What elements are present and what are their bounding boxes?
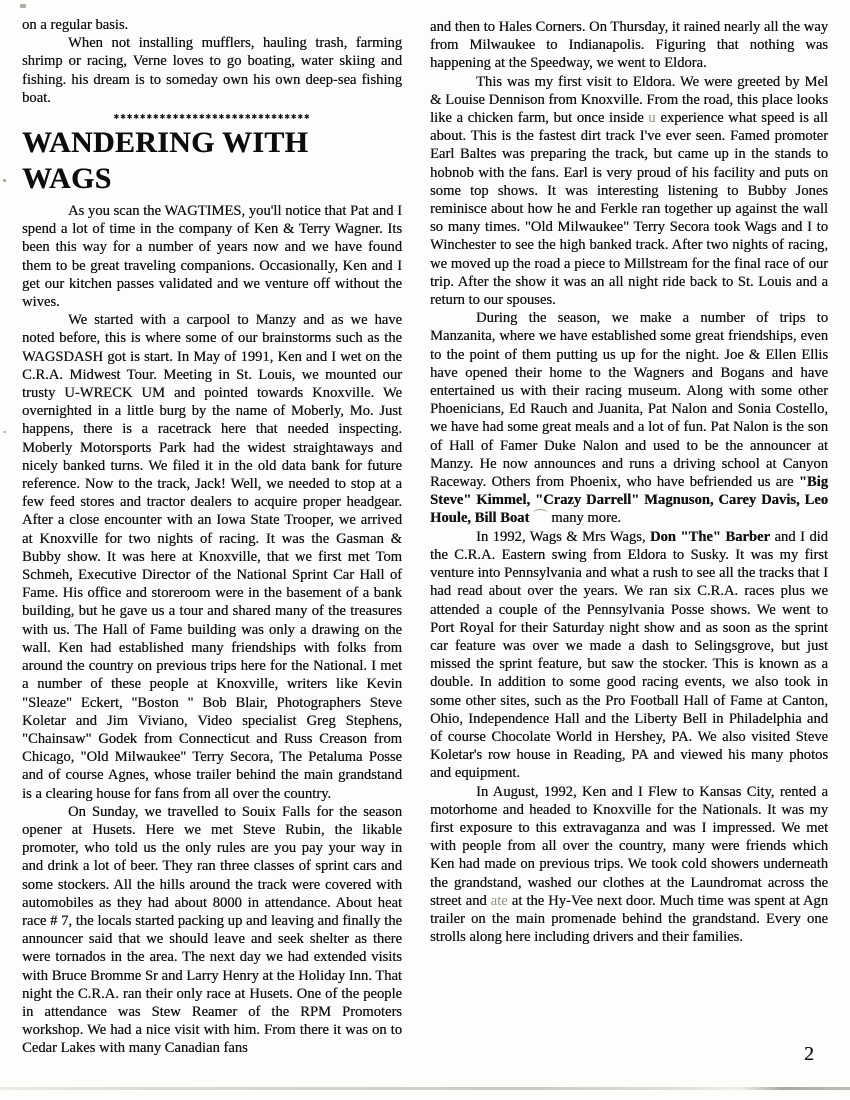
scan-speck bbox=[3, 431, 6, 433]
paragraph-hales-corners bbox=[430, 18, 828, 73]
text-segment: In 1992, Wags & Mrs Wags, bbox=[476, 528, 650, 545]
bold-text-segment: Don "The" Barber bbox=[649, 528, 770, 545]
text-segment: experience what speed is all about. This is the fastest dirt track I've ever seen. Famed promoter Earl Baltes was preparing the track, but came up in the stands to hobnob with the fans. Earl is very proud of his facility and puts on some top shows. It was interesting listening to Bubby Jones reminisce about how he and Ferkle ran together up against the wall so many times. "Old Milwaukee" Terry Secora took Wags and I to Winchester to see the high banked track. After two nights of racing, we moved up the road a piece to Millstream for the final race of our trip. After the show it was an all night ride back to St. Louis and a return to our spouses. bbox=[430, 110, 828, 309]
paragraph-wagtimes-intro bbox=[22, 202, 402, 311]
scan-speck bbox=[3, 179, 6, 182]
text-segment: When not installing mufflers, hauling trash, farming shrimp or racing, Verne loves to go boating, water skiing and fishing. his dream is to someday own his own deep-sea fishing boat. bbox=[22, 35, 402, 106]
paragraph-continuation-fragment bbox=[22, 16, 402, 34]
text-segment: In August, 1992, Ken and I Flew to Kansas City, rented a motorhome and headed to Knoxville for the Nationals. It was my first exposure to this extravaganza and was I impressed. We met with people from all over the country, many were friends which Ken had made on previous trips. We took cold showers underneath the grandstand, washed our clothes at the Laundromat across the street and bbox=[430, 783, 828, 909]
text-segment: and I did the C.R.A. Eastern swing from Eldora to Susky. It was my first venture into Pennsylvania and what a rush to see all the tracks that I had read about over the years. We ran six C.R.A. races plus we attended a couple of the Pennsylvania Posse shows. We went to Port Royal for their Saturday night show and as soon as the sprint car feature was over we made a dash to Selingsgrove, but just missed the sprint feature, but saw the stocker. This is known as a double. In addition to some good racing events, we also took in some other sites, such as the Pro Football Hall of Fame at Canton, Ohio, Independence Hall and the Liberty Bell in Philadelphia and of course Chocolate World in Hershey, PA. We also visited Steve Koletar's row house in Reading, PA and viewed his many photos and equipment. bbox=[430, 528, 828, 782]
paragraph-verne-hobbies bbox=[22, 34, 402, 107]
article-heading: WANDERING WITH WAGS bbox=[22, 126, 309, 196]
paragraph-sioux-falls bbox=[22, 803, 402, 1058]
faint-scan-text: ⌒ bbox=[529, 510, 552, 527]
text-segment: As you scan the WAGTIMES, you'll notice that Pat and I spend a lot of time in the company of Ken & Terry Wagner. Its been this way for a number of years now and we have found them to be great traveling companions. Occasionally, Ken and I get our kitchen passes validated and we venture off without the wives. bbox=[22, 203, 402, 311]
text-segment: at the Hy-Vee next door. Much time was spent at Agn trailer on the main promenade behind the grandstand. Every one strolls along here including drivers and their families. bbox=[430, 892, 828, 946]
text-segment: We started with a carpool to Manzy and as we have noted before, this is where some of our brainstorms such as the WAGSDASH got is start. In May of 1991, Ken and I wet on the C.R.A. Midwest Tour. Meeting in St. Louis, we mounted our trusty U-WRECK UM and pointed towards Knoxville. We overnighted in a little burg by the name of Moberly, Mo. Just happens, there is a racetrack here that needed inspecting. Moberly Motorsports Park had the widest straightaways and nicely banked turns. We filed it in the old data bank for future reference. Now to the track, Jack! Well, we needed to stop at a few feed stores and tractor dealers to acquire proper headgear. After a close encounter with an Iowa State Trooper, we arrived at Knoxville for two nights of racing. It was the Gasman & Bubby show. It was here at Knoxville, that we first met Tom Schmeh, Executive Director of the National Sprint Car Hall of Fame. His office and storeroom were in the basement of a bank building, but he gave us a tour and shared many of the treasures with us. The Hall of Fame building was only a drawing on the wall. Ken had established many friendships with folks from around the country on previous trips here for the National. I met a number of these people at Knoxville, writers like Kevin "Sleaze" Eckert, "Boston " Bob Blair, Photographers Steve Koletar and Jim Viviano, Video specialist Greg Stephens, "Chainsaw" Godek from Connecticut and Russ Creason from Chicago, "Old Milwaukee" Terry Secora, The Petaluma Posse and of course Agnes, whose trailer behind the main grandstand is a clearing house for fans from all over the country. bbox=[22, 312, 402, 802]
paragraph-eldora-visit bbox=[430, 73, 828, 310]
faint-scan-text: ate bbox=[490, 892, 508, 909]
text-segment: During the season, we make a number of trips to Manzanita, where we have established some great friendships, even to the point of them putting us up for the night. Joe & Ellen Ellis have opened their home to the Wagners and Bogans and have entertained us with their racing museum. Along with some other Phoenicians, Ed Rauch and Juanita, Pat Nalon and Sonia Costello, we have had some great meals and a lot of fun. Pat Nalon is the son of Hall of Famer Duke Nalon and used to be the announcer at Manzy. He now announces and runs a driving school at Canyon Raceway. Others from Phoenix, who have befriended us are bbox=[430, 310, 828, 491]
scan-speck bbox=[20, 4, 26, 8]
paragraph-eastern-swing bbox=[430, 528, 828, 783]
text-segment: This was my first visit to Eldora. We were greeted by Mel & Louise Dennison from Knoxville. From the road, this place looks like a chicken farm, but once inside bbox=[430, 73, 828, 127]
right-column bbox=[430, 18, 828, 946]
text-segment: and then to Hales Corners. On Thursday, it rained nearly all the way from Milwaukee to Indianapolis. Figuring that nothing was happening at the Speedway, we went to Eldora. bbox=[430, 19, 828, 72]
faint-scan-text: u bbox=[648, 110, 656, 127]
text-segment: many more. bbox=[551, 510, 621, 527]
paragraph-midwest-tour bbox=[22, 311, 402, 802]
text-segment: On Sunday, we travelled to Souix Falls for the season opener at Husets. Here we met Steve Rubin, the likable promoter, who told us the only rules are you pay your way in and drink a lot of beer. They ran three classes of sprint cars and some stockers. All the hills around the track were covered with automobiles as they had about 8000 in attendance. About heat race # 7, the locals started packing up and leaving and finally the announcer said that we should leave and seek shelter as there were tornados in the area. The next day we had extended visits with Bruce Bromme Sr and Larry Henry at the Holiday Inn. That night the C.R.A. ran their only race at Husets. One of the people in attendance was Stew Reamer of the RPM Promoters workshop. We had a nice visit with him. From there it was on to Cedar Lakes with many Canadian fans bbox=[22, 803, 402, 1057]
text-segment: on a regular basis. bbox=[22, 17, 129, 33]
left-column bbox=[22, 16, 402, 1058]
asterisk-divider: ✱✱✱✱✱✱✱✱✱✱✱✱✱✱✱✱✱✱✱✱✱✱✱✱✱✱✱✱✱✱ bbox=[113, 113, 311, 122]
paragraph-knoxville-nationals bbox=[430, 783, 828, 947]
paragraph-manzanita-trips bbox=[430, 309, 828, 527]
scan-artifact-line bbox=[0, 1087, 850, 1090]
bold-text-segment: "Big Steve" Kimmel, "Crazy Darrell" Magnuson, Carey Davis, Leo Houle, Bill Boat bbox=[430, 474, 828, 527]
page-number: 2 bbox=[804, 1043, 814, 1065]
